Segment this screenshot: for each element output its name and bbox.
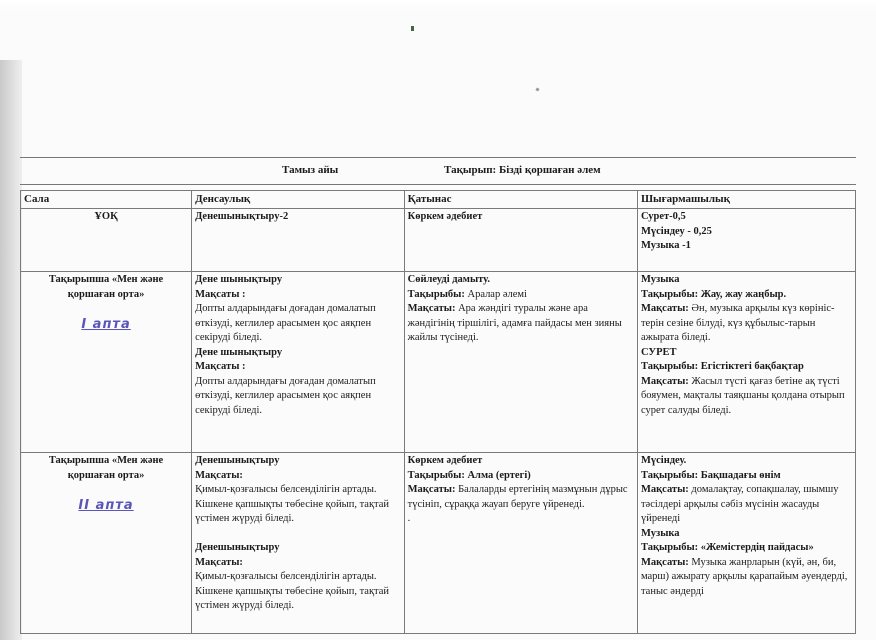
- table-row-week-2: [21, 453, 856, 634]
- subtopic-text: Тақырыпша «Мен және қоршаған орта»: [48, 455, 164, 481]
- uok-creative-line: Музыка -1: [640, 240, 691, 252]
- plan-table: [20, 190, 856, 634]
- music-goal-label: Мақсаты:: [640, 556, 689, 568]
- music-goal-label: Мақсаты:: [640, 303, 689, 315]
- sculpt-goal-label: Мақсаты:: [640, 484, 689, 496]
- col-header-health: Денсаулық: [192, 191, 405, 209]
- topic-label: Тақырып: Бізді қоршаған әлем: [444, 164, 601, 176]
- health-line: Қимыл-қозғалысы белсенділігін артады. Кішкене қапшықты төбесіне қойып, тақтай үстімен жүруді біледі.: [195, 571, 390, 612]
- art-goal-label: Мақсаты:: [640, 375, 689, 387]
- comm-extra: .: [407, 513, 411, 525]
- comm-topic-label: Тақырыбы:: [407, 288, 465, 300]
- communication-cell: [404, 453, 637, 634]
- health-line: Допты алдарындағы доғадан домалатып өткізуді, кеглилер арасымен қос аяқпен секіруді біледі.: [195, 303, 376, 344]
- comm-goal-text: Ара жәндігі туралы және ара жәндігінің тіршілігі, адамға пайдасы мен зияны жайлы түсінеді.: [407, 303, 622, 344]
- comm-goal: [408, 483, 634, 512]
- subtopic-cell: [21, 453, 192, 634]
- table-row-week-1: [21, 272, 856, 453]
- col-header-sala: Сала: [21, 191, 192, 209]
- music-title: Музыка: [640, 274, 680, 286]
- music-topic: Тақырыбы: «Жемістердің пайдасы»: [640, 542, 814, 554]
- handwritten-week-note: I апта: [81, 317, 131, 333]
- sculpt-goal-text: домалақтау, сопақшалау, шымшу тәсілдері арқылы сәбіз мүсінін жасауды үйренеді: [640, 484, 839, 525]
- health-line: Денешынықтыру: [195, 542, 280, 554]
- comm-goal: [408, 302, 634, 345]
- art-topic: Тақырыбы: Егістіктегі бақбақтар: [640, 361, 804, 373]
- health-line: Денешынықтыру: [195, 455, 280, 467]
- plan-header: [20, 157, 856, 185]
- comm-topic-text: Аралар әлемі: [464, 288, 527, 300]
- subtopic-cell: [21, 272, 192, 453]
- uok-creative-line: Мүсіндеу - 0,25: [640, 225, 712, 237]
- music-topic: Тақырыбы: Жау, жау жаңбыр.: [640, 288, 787, 300]
- sculpt-topic: Тақырыбы: Бақшадағы өнім: [640, 469, 781, 481]
- table-row-uok: [21, 209, 856, 272]
- health-line: Қимыл-қозғалысы белсенділігін артады. Кішкене қапшықты төбесіне қойып, тақтай үстімен жүруді біледі.: [195, 484, 390, 525]
- health-line: Мақсаты:: [195, 556, 243, 568]
- sculpt-title: Мүсіндеу.: [640, 455, 687, 467]
- music-goal: [641, 556, 852, 599]
- comm-title: Көркем әдебиет: [407, 455, 483, 467]
- art-title: СУРЕТ: [640, 346, 677, 358]
- music-goal-text: Ән, музыка арқылы күз көрініс-терін сезіне білуді, күз құбылыс-тарын ажырата біледі.: [640, 303, 835, 344]
- subtopic-text: Тақырыпша «Мен және қоршаған орта»: [48, 274, 164, 300]
- health-line: Мақсаты:: [195, 469, 243, 481]
- art-goal-text: Жасыл түсті қағаз бетіне ақ түсті бояумен, мақталы таяқшаны қолдана отырып сурет салуды біледі.: [640, 375, 845, 416]
- uok-creative-line: Сурет-0,5: [640, 211, 686, 223]
- table-header-row: [21, 191, 856, 209]
- communication-cell: [404, 272, 637, 453]
- music-goal: [641, 302, 852, 345]
- uok-creativity: [637, 209, 855, 272]
- health-spacer: [195, 527, 401, 541]
- health-line: Допты алдарындағы доғадан домалатып өткізуді, кеглилер арасымен қос аяқпен секіруді біледі.: [195, 375, 376, 416]
- scan-shadow: [0, 60, 22, 640]
- health-line: Мақсаты :: [195, 288, 246, 300]
- creativity-cell: [637, 453, 855, 634]
- health-cell: [192, 272, 405, 453]
- uok-communication: Көркем әдебиет: [404, 209, 637, 272]
- comm-goal-label: Мақсаты:: [407, 484, 456, 496]
- art-goal: [641, 375, 852, 418]
- handwritten-week-note: II апта: [78, 498, 134, 514]
- col-header-communication: Қатынас: [404, 191, 637, 209]
- uok-health: Денешынықтыру-2: [192, 209, 405, 272]
- health-cell: [192, 453, 405, 634]
- comm-topic: Тақырыбы: Алма (ертегі): [407, 469, 531, 481]
- col-header-creativity: Шығармашылық: [637, 191, 855, 209]
- creativity-cell: [637, 272, 855, 453]
- music-title: Музыка: [640, 527, 680, 539]
- health-line: Мақсаты :: [195, 361, 246, 373]
- month-label: Тамыз айы: [282, 164, 339, 176]
- uok-label: ҰОҚ: [21, 209, 192, 272]
- health-line: Дене шынықтыру: [195, 346, 283, 358]
- comm-title: Сөйлеуді дамыту.: [407, 274, 490, 286]
- sculpt-goal: [641, 483, 852, 526]
- music-goal-text: Музыка жанрларын (күй, ән, би, марш) ажырату арқылы қарапайым әуендерді, таныс әндерді: [640, 556, 848, 597]
- comm-goal-text: Балаларды ертегінің мазмұнын дұрыс түсініп, сұраққа жауап беруге үйренеді.: [407, 484, 628, 510]
- comm-topic: [408, 288, 634, 302]
- comm-goal-label: Мақсаты:: [407, 303, 456, 315]
- health-line: Дене шынықтыру: [195, 274, 283, 286]
- scan-speck: [411, 26, 414, 31]
